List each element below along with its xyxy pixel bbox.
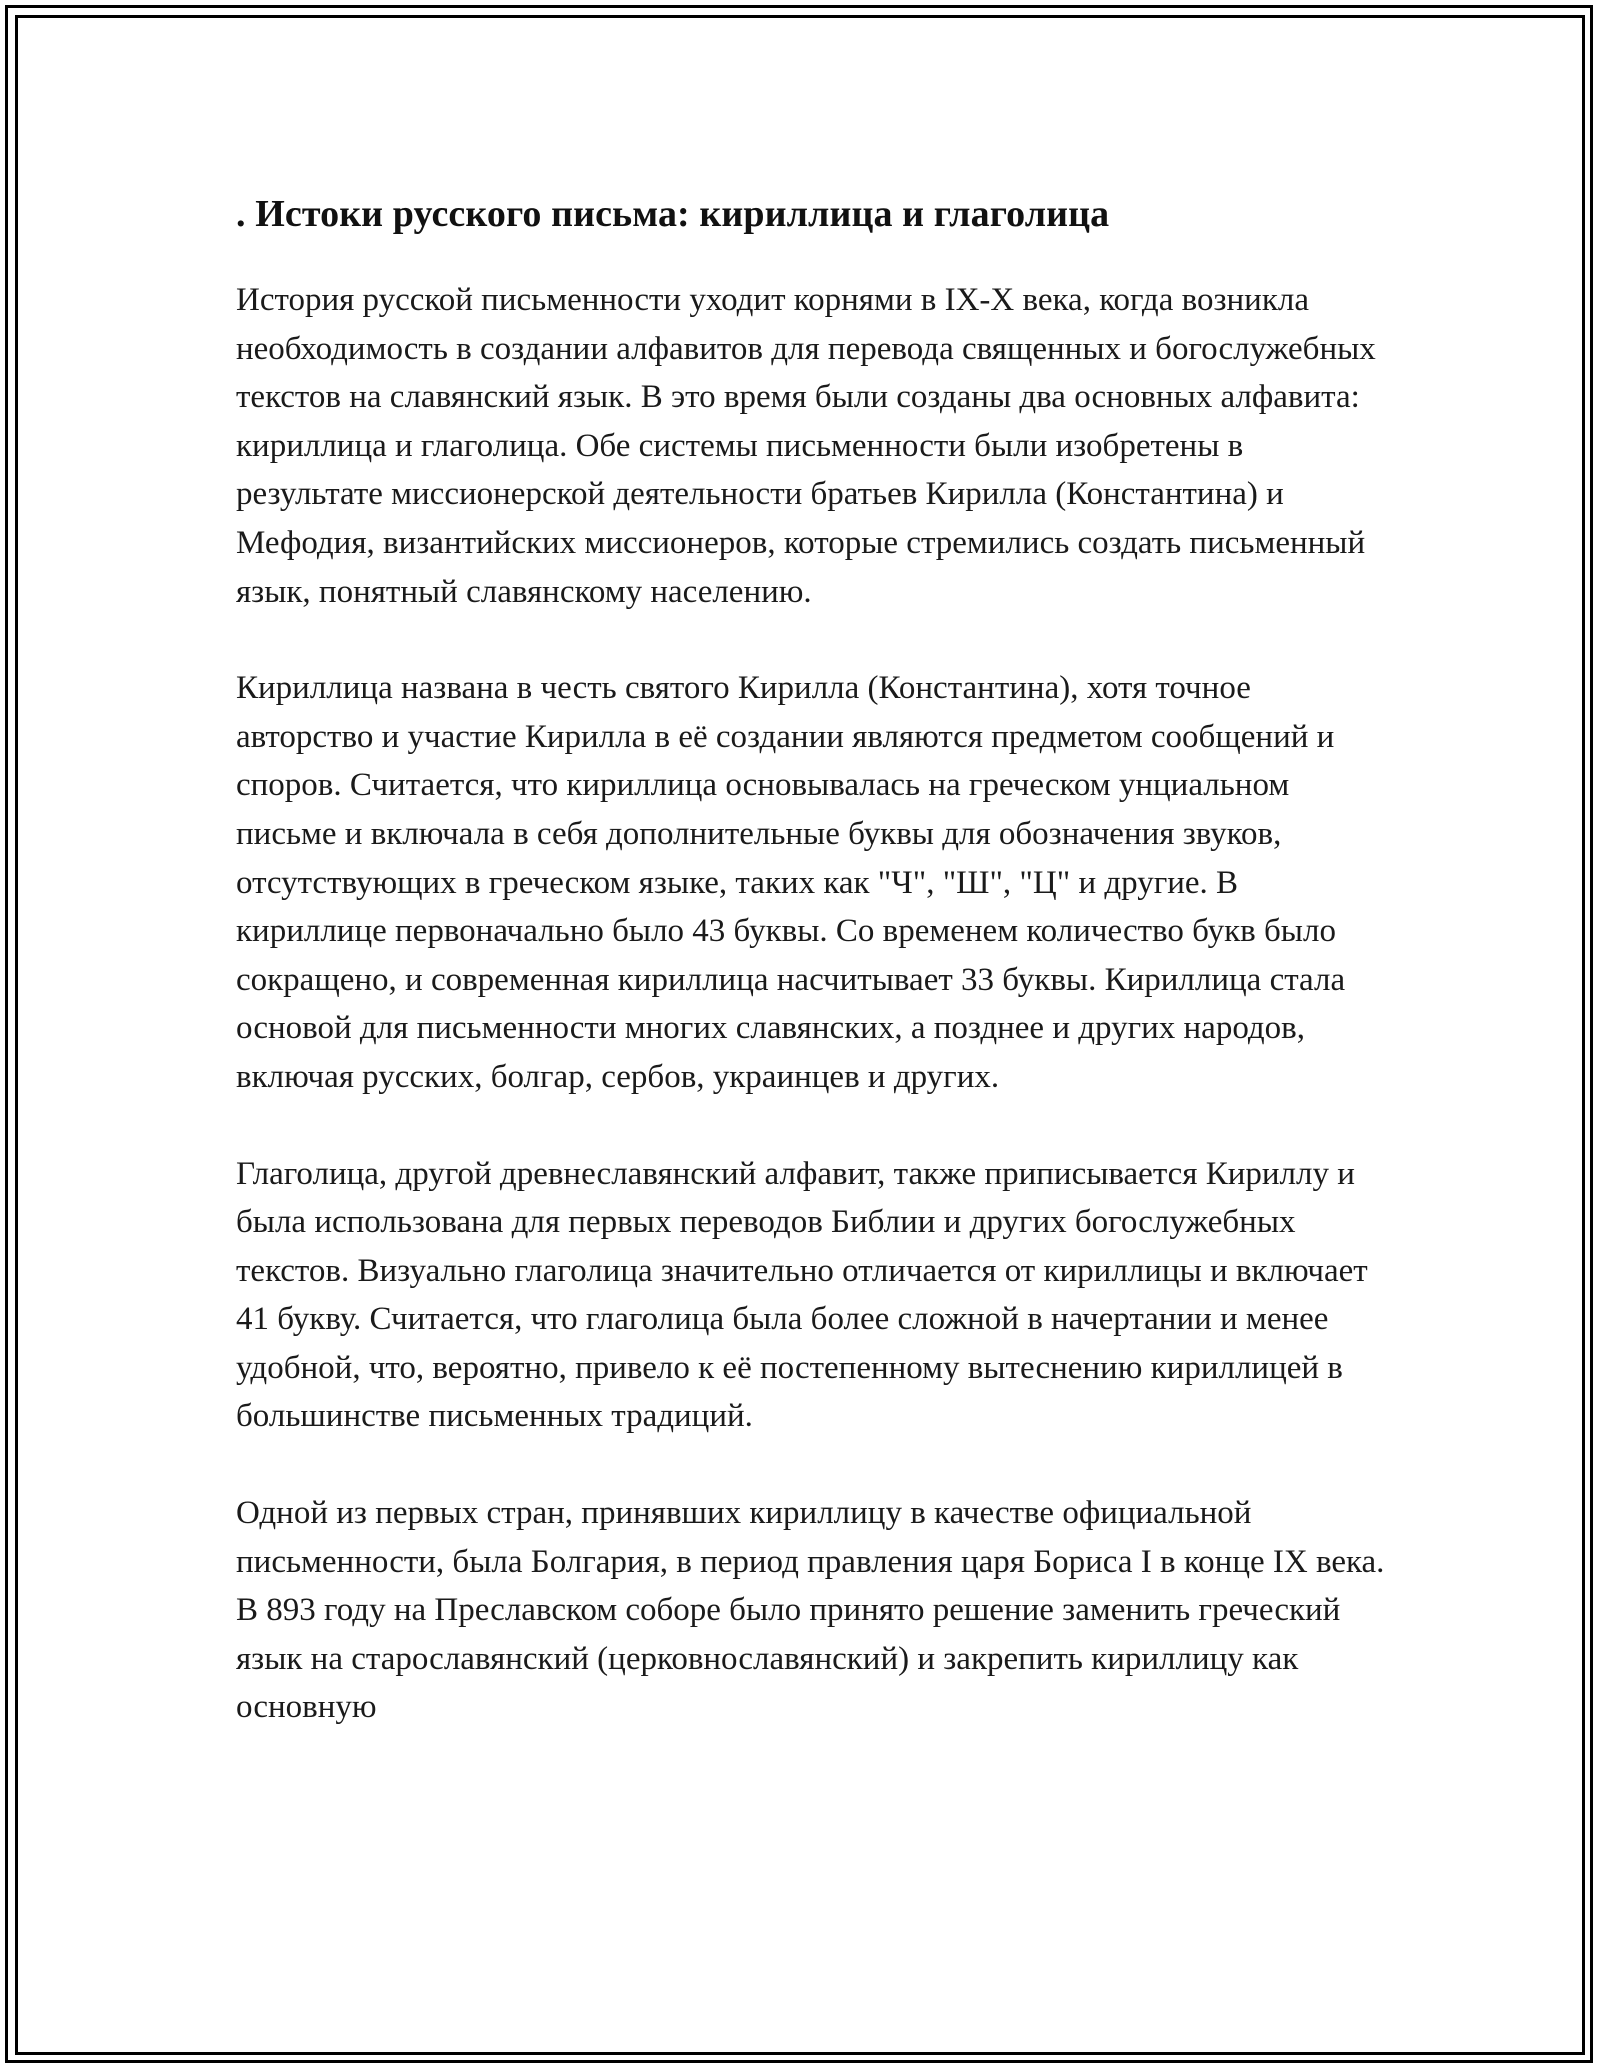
- section-heading: . Истоки русского письма: кириллица и глаголица: [236, 193, 1110, 235]
- paragraph-cyrillic: Кириллица названа в честь святого Кирилла (Константина), хотя точное авторство и участие Кирилла в её создании являются предметом сообщений и споров. Считается, что кириллица основывалась на греческом унциальном письме и включала в себя дополнительные буквы для обозначения звуков, отсутствующих в греческом языке, таких как "Ч", "Ш", "Ц" и другие. В кириллице первоначально было 43 буквы. Со временем количество букв было сокращено, и современная кириллица насчитывает 33 буквы. Кириллица стала основой для письменности многих славянских, а позднее и других народов, включая русских, болгар, сербов, украинцев и других.: [236, 670, 1346, 1095]
- paragraph-bulgaria: Одной из первых стран, принявших кириллицу в качестве официальной письменности, была Болгария, в период правления царя Бориса I в конце IX века. В 893 году на Преславском соборе было принято решение заменить греческий язык на старославянский (церковнославянский) и закрепить кириллицу как основную: [236, 1495, 1385, 1726]
- document-body: [236, 186, 1386, 1780]
- paragraph-glagolitic: Глаголица, другой древнеславянский алфавит, также приписывается Кириллу и была использована для первых переводов Библии и других богослужебных текстов. Визуально глаголица значительно отличается от кириллицы и включает 41 букву. Считается, что глаголица была более сложной в начертании и менее удобной, что, вероятно, привело к её постепенному вытеснению кириллицей в большинстве письменных традиций.: [236, 1155, 1368, 1435]
- paragraph-origins: История русской письменности уходит корнями в IX-X века, когда возникла необходимость в создании алфавитов для перевода священных и богослужебных текстов на славянский язык. В это время были созданы два основных алфавита: кириллица и глаголица. Обе системы письменности были изобретены в результате миссионерской деятельности братьев Кирилла (Константина) и Мефодия, византийских миссионеров, которые стремились создать письменный язык, понятный славянскому населению.: [236, 282, 1376, 610]
